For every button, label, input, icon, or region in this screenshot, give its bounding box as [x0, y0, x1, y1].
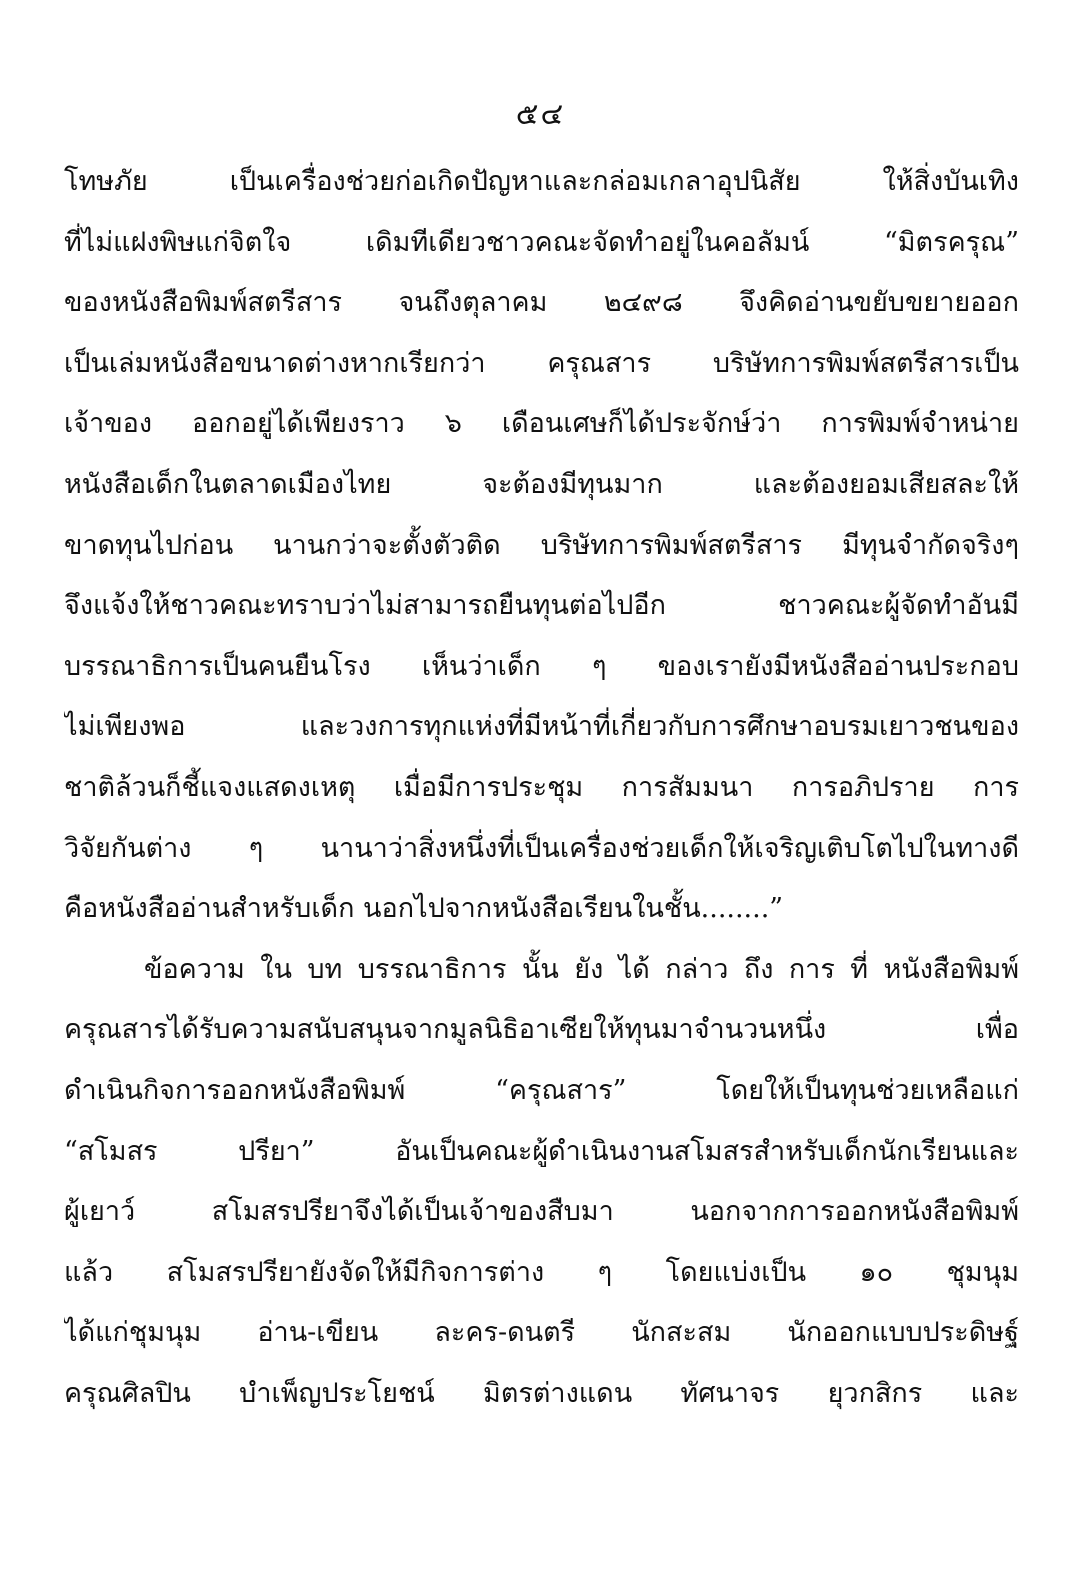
text-line: ผู้เยาว์ สโมสรปรียาจึงได้เป็นเจ้าของสืบมา นอกจากการออกหนังสือพิมพ์ [64, 1196, 1019, 1228]
text-line: บรรณาธิการเป็นคนยืนโรง เห็นว่าเด็ก ๆ ของเรายังมีหนังสืออ่านประกอบ [64, 650, 1019, 682]
text-line: วิจัยกันต่าง ๆ นานาว่าสิ่งหนึ่งที่เป็นเครื่องช่วยเด็กให้เจริญเติบโตไปในทางดี [64, 832, 1019, 864]
text-line: เป็นเล่มหนังสือขนาดต่างหากเรียกว่า ครุณสาร บริษัทการพิมพ์สตรีสารเป็น [64, 347, 1019, 379]
page-number: ๕๔ [515, 97, 566, 132]
text-line: แล้ว สโมสรปรียายังจัดให้มีกิจการต่าง ๆ โดยแบ่งเป็น ๑๐ ชุมนุม [64, 1256, 1019, 1288]
text-line: “สโมสร ปรียา” อันเป็นคณะผู้ดำเนินงานสโมสรสำหรับเด็กนักเรียนและ [64, 1135, 1019, 1167]
text-line: ชาติล้วนก็ชี้แจงแสดงเหตุ เมื่อมีการประชุม การสัมมนา การอภิปราย การ [64, 771, 1019, 803]
text-line: ไม่เพียงพอ และวงการทุกแห่งที่มีหน้าที่เกี่ยวกับการศึกษาอบรมเยาวชนของ [64, 711, 1019, 743]
paragraph-first-line: ข้อความ ใน บท บรรณาธิการ นั้น ยัง ได้ กล่าว ถึง การ ที่ หนังสือพิมพ์ [144, 953, 1019, 985]
text-line: ที่ไม่แฝงพิษแก่จิตใจ เดิมทีเดียวชาวคณะจัดทำอยู่ในคอลัมน์ “มิตรครุณ” [64, 226, 1019, 258]
text-line: เจ้าของ ออกอยู่ได้เพียงราว ๖ เดือนเศษก็ได้ประจักษ์ว่า การพิมพ์จำหน่าย [64, 408, 1019, 440]
text-line: โทษภัย เป็นเครื่องช่วยก่อเกิดปัญหาและกล่อมเกลาอุปนิสัย ให้สิ่งบันเทิง [64, 166, 1019, 197]
text-line: คือหนังสืออ่านสำหรับเด็ก นอกไปจากหนังสือเรียนในชั้น........” [64, 893, 784, 925]
text-line: ของหนังสือพิมพ์สตรีสาร จนถึงตุลาคม ๒๔๙๘ จึงคิดอ่านขยับขยายออก [64, 287, 1019, 319]
text-line: ขาดทุนไปก่อน นานกว่าจะตั้งตัวติด บริษัทการพิมพ์สตรีสาร มีทุนจำกัดจริงๆ [64, 529, 1019, 561]
body-text [64, 152, 1019, 1424]
text-line: จึงแจ้งให้ชาวคณะทราบว่าไม่สามารถยืนทุนต่อไปอีก ชาวคณะผู้จัดทำอันมี [64, 590, 1019, 622]
text-line: ได้แก่ชุมนุม อ่าน-เขียน ละคร-ดนตรี นักสะสม นักออกแบบประดิษฐ์ [64, 1317, 1019, 1349]
text-line: ดำเนินกิจการออกหนังสือพิมพ์ “ครุณสาร” โดยให้เป็นทุนช่วยเหลือแก่ [64, 1074, 1019, 1106]
text-line: หนังสือเด็กในตลาดเมืองไทย จะต้องมีทุนมาก และต้องยอมเสียสละให้ [64, 468, 1019, 500]
text-line: ครุณศิลปิน บำเพ็ญประโยชน์ มิตรต่างแดน ทัศนาจร ยุวกสิกร และ [64, 1377, 1019, 1409]
text-line: ครุณสารได้รับความสนับสนุนจากมูลนิธิอาเซียให้ทุนมาจำนวนหนึ่ง เพื่อ [64, 1014, 1019, 1046]
